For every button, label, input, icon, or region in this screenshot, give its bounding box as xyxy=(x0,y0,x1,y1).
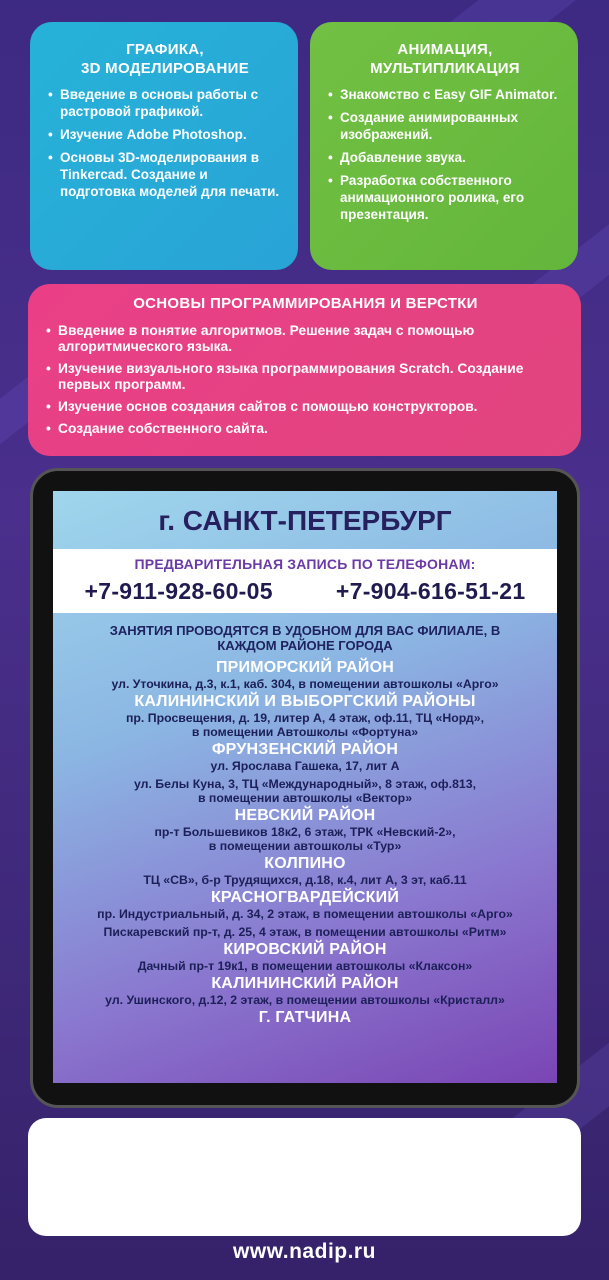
district-item xyxy=(53,1009,557,1027)
list-item: • Знакомство с Easy GIF Animator. xyxy=(328,86,562,103)
phone-title: ПРЕДВАРИТЕЛЬНАЯ ЗАПИСЬ ПО ТЕЛЕФОНАМ: xyxy=(134,556,476,572)
programming-list xyxy=(46,323,565,437)
district-address: ТЦ «СВ», б-р Трудящихся, д.18, к.4, лит А, 3 эт, каб.11 xyxy=(143,873,467,887)
district-item xyxy=(53,693,557,739)
list-item: • Добавление звука. xyxy=(328,149,562,166)
district-name: КРАСНОГВАРДЕЙСКИЙ xyxy=(210,889,400,906)
programming-course-card xyxy=(28,284,581,456)
list-item: • Разработка собственного анимационного ролика, его презентация. xyxy=(328,172,562,223)
list-item: • Введение в понятие алгоритмов. Решение задач с помощью алгоритмического языка. xyxy=(46,323,565,355)
phone-number-1[interactable]: +7-911-928-60-05 xyxy=(84,578,273,604)
branches-info: ЗАНЯТИЯ ПРОВОДЯТСЯ В УДОБНОМ ДЛЯ ВАС ФИЛИАЛЕ, В КАЖДОМ РАЙОНЕ ГОРОДА xyxy=(109,623,501,653)
graphics-list xyxy=(48,86,282,200)
district-item xyxy=(53,975,557,1007)
district-address: ул. Ярослава Гашека, 17, лит А xyxy=(210,759,400,773)
district-name: КАЛИНИНСКИЙ РАЙОН xyxy=(211,975,399,992)
animation-title: АНИМАЦИЯ, МУЛЬТИПЛИКАЦИЯ xyxy=(370,41,520,77)
district-address: пр-т Большевиков 18к2, 6 этаж, ТРК «Невский-2», в помещении автошколы «Тур» xyxy=(154,825,456,853)
list-item: • Создание собственного сайта. xyxy=(46,421,565,437)
district-name: ФРУНЗЕНСКИЙ РАЙОН xyxy=(211,741,399,758)
district-name: ПРИМОРСКИЙ РАЙОН xyxy=(215,659,394,676)
district-address: ул. Ушинского, д.12, 2 этаж, в помещении автошколы «Кристалл» xyxy=(105,993,505,1007)
district-address: пр. Просвещения, д. 19, литер А, 4 этаж, оф.11, ТЦ «Норд», в помещении Автошколы «Фортуна» xyxy=(125,711,484,739)
phone-number-2[interactable]: +7-904-616-51-21 xyxy=(335,578,526,604)
animation-list xyxy=(328,86,562,223)
blank-white-panel xyxy=(28,1118,581,1236)
district-address: ул. Белы Куна, 3, ТЦ «Международный», 8 этаж, оф.813, в помещении автошколы «Вектор» xyxy=(133,777,477,805)
list-item: • Изучение визуального языка программирования Scratch. Создание первых программ. xyxy=(46,361,565,393)
list-item: • Изучение основ создания сайтов с помощью конструкторов. xyxy=(46,399,565,415)
district-item xyxy=(53,855,557,887)
list-item: • Создание анимированных изображений. xyxy=(328,109,562,143)
tablet-screen xyxy=(53,491,557,1083)
district-name: КАЛИНИНСКИЙ И ВЫБОРГСКИЙ РАЙОНЫ xyxy=(134,693,476,710)
city-title: г. САНКТ-ПЕТЕРБУРГ xyxy=(158,505,452,536)
animation-course-card xyxy=(310,22,578,270)
district-address: пр. Индустриальный, д. 34, 2 этаж, в помещении автошколы «Арго» xyxy=(97,907,513,921)
district-item xyxy=(53,889,557,939)
phone-block xyxy=(53,549,557,613)
district-item xyxy=(53,941,557,973)
graphics-course-card xyxy=(30,22,298,270)
district-list xyxy=(53,659,557,1027)
district-name: НЕВСКИЙ РАЙОН xyxy=(234,807,376,824)
list-item: • Основы 3D-моделирования в Tinkercad. Создание и подготовка моделей для печати. xyxy=(48,149,282,200)
district-item xyxy=(53,741,557,805)
list-item: • Изучение Adobe Photoshop. xyxy=(48,126,282,143)
website-link[interactable]: www.nadip.ru xyxy=(233,1240,376,1263)
list-item: • Введение в основы работы с растровой графикой. xyxy=(48,86,282,120)
district-name: КИРОВСКИЙ РАЙОН xyxy=(223,941,387,958)
programming-title: ОСНОВЫ ПРОГРАММИРОВАНИЯ И ВЕРСТКИ xyxy=(133,295,478,312)
district-item xyxy=(53,659,557,691)
district-item xyxy=(53,807,557,853)
graphics-title: ГРАФИКА, 3D МОДЕЛИРОВАНИЕ xyxy=(80,41,250,77)
district-address: ул. Уточкина, д.3, к.1, каб. 304, в помещении автошколы «Арго» xyxy=(111,677,499,691)
tablet-frame xyxy=(30,468,580,1108)
district-address: Дачный пр-т 19к1, в помещении автошколы «Клаксон» xyxy=(137,959,473,973)
district-name: КОЛПИНО xyxy=(264,855,346,872)
district-name: Г. ГАТЧИНА xyxy=(258,1009,352,1026)
district-address: Пискаревский пр-т, д. 25, 4 этаж, в помещении автошколы «Ритм» xyxy=(103,925,507,939)
